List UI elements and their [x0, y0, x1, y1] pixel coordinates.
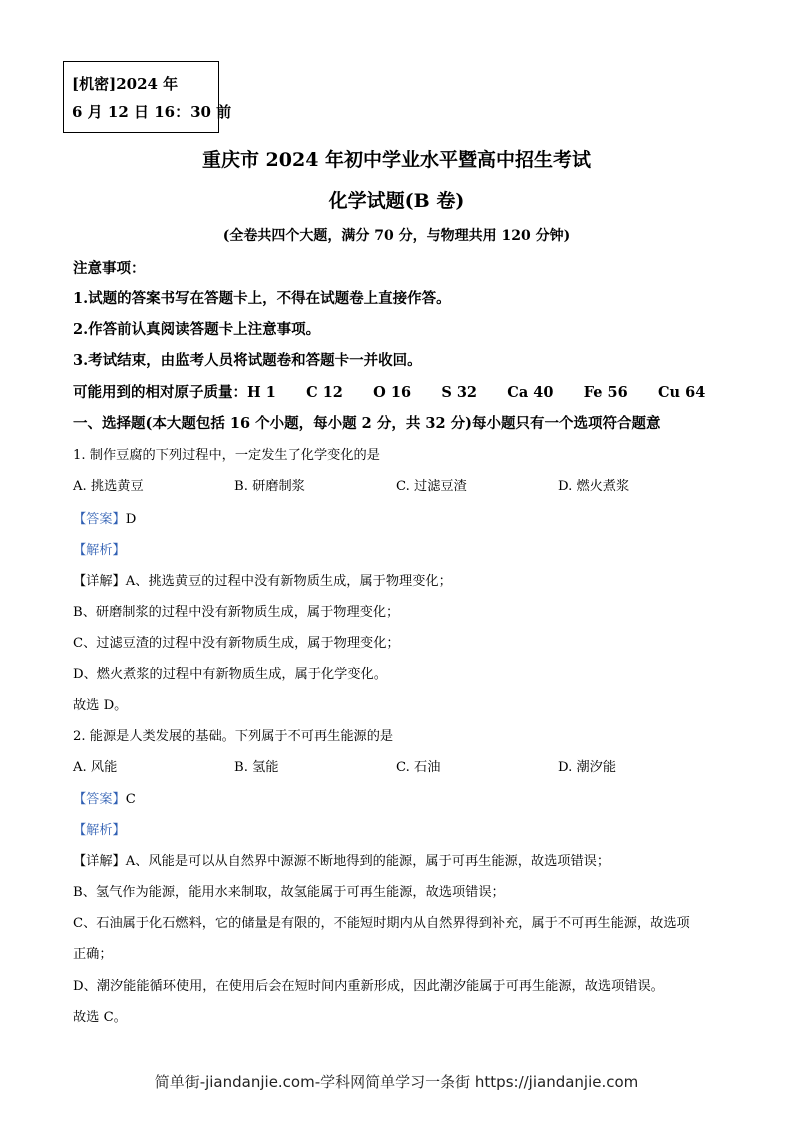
q2-answer: C	[125, 792, 136, 807]
atomic-mass-line: 可能用到的相对原子质量：H 1 C 12 O 16 S 32 Ca 40 Fe 56 Cu 64	[73, 384, 706, 401]
q1-detail-2: B、研磨制浆的过程中没有新物质生成，属于物理变化；	[73, 605, 400, 620]
notice-heading: 注意事项：	[73, 260, 146, 277]
q1-detail-1	[73, 570, 452, 589]
q2-answer-line	[73, 788, 136, 807]
q2-option-c: C. 石油	[396, 760, 441, 775]
q2-option-d: D. 潮汐能	[558, 760, 617, 775]
q2-analysis-label: 【解析】	[73, 823, 126, 838]
q1-detail-4: D、燃火煮浆的过程中有新物质生成，属于化学变化。	[73, 667, 387, 682]
q2-detail-5: D、潮汐能能循环使用，在使用后会在短时间内重新形成，因此潮汐能属于可再生能源，故选项错误。	[73, 979, 664, 994]
q1-option-d: D. 燃火煮浆	[558, 479, 630, 494]
q1-answer-label: 【答案】	[73, 512, 126, 527]
q2-detail-3: C、石油属于化石燃料，它的储量是有限的，不能短时期内从自然界得到补充，属于不可再生能源，故选项	[73, 916, 690, 931]
confidential-line-1: [机密]2024 年	[72, 75, 179, 93]
q1-answer-line	[73, 508, 136, 527]
q2-answer-label: 【答案】	[73, 792, 126, 807]
q2-detail-2: B、氢气作为能源，能用水来制取，故氢能属于可再生能源，故选项错误；	[73, 885, 505, 900]
q1-answer: D	[125, 512, 137, 527]
exam-title: 重庆市 2024 年初中学业水平暨高中招生考试	[201, 149, 592, 171]
q2-detail-4: 正确；	[73, 947, 113, 962]
q2-detail-label: 【详解】	[73, 854, 126, 869]
section-heading: 一、选择题(本大题包括 16 个小题，每小题 2 分，共 32 分)每小题只有一个选项符合题意	[73, 415, 661, 432]
exam-note: (全卷共四个大题，满分 70 分，与物理共用 120 分钟)	[222, 228, 571, 244]
exam-subtitle: 化学试题(B 卷)	[328, 190, 465, 212]
q1-option-b: B. 研磨制浆	[234, 479, 305, 494]
confidential-box	[63, 61, 232, 133]
notice-item-3: 3.考试结束，由监考人员将试题卷和答题卡一并收回。	[73, 352, 422, 369]
q1-detail-3: C、过滤豆渣的过程中没有新物质生成，属于物理变化；	[73, 636, 400, 651]
footer-watermark: 简单街-jiandanjie.com-学科网简单学习一条街 https://jiandanjie.com	[154, 1073, 639, 1091]
q2-option-b: B. 氢能	[234, 760, 279, 775]
q1-detail-text-1: A、挑选黄豆的过程中没有新物质生成，属于物理变化；	[125, 574, 452, 589]
q2-conclusion: 故选 C。	[73, 1010, 127, 1025]
q2-detail-text-1: A、风能是可以从自然界中源源不断地得到的能源，属于可再生能源，故选项错误；	[125, 854, 611, 869]
notice-item-2: 2.作答前认真阅读答题卡上注意事项。	[73, 321, 321, 338]
q2-detail-1	[73, 850, 610, 869]
q1-option-a: A. 挑选黄豆	[73, 479, 144, 494]
q1-option-c: C. 过滤豆渣	[396, 479, 467, 494]
q2-stem: 2. 能源是人类发展的基础。下列属于不可再生能源的是	[73, 729, 394, 744]
q1-stem: 1. 制作豆腐的下列过程中，一定发生了化学变化的是	[73, 448, 380, 463]
q1-analysis-label: 【解析】	[73, 543, 126, 558]
q2-option-a: A. 风能	[73, 760, 118, 775]
q1-detail-label: 【详解】	[73, 574, 126, 589]
notice-item-1: 1.试题的答案书写在答题卡上，不得在试题卷上直接作答。	[73, 290, 451, 307]
q1-conclusion: 故选 D。	[73, 698, 128, 713]
confidential-line-2: 6 月 12 日 16：30 前	[72, 103, 232, 121]
